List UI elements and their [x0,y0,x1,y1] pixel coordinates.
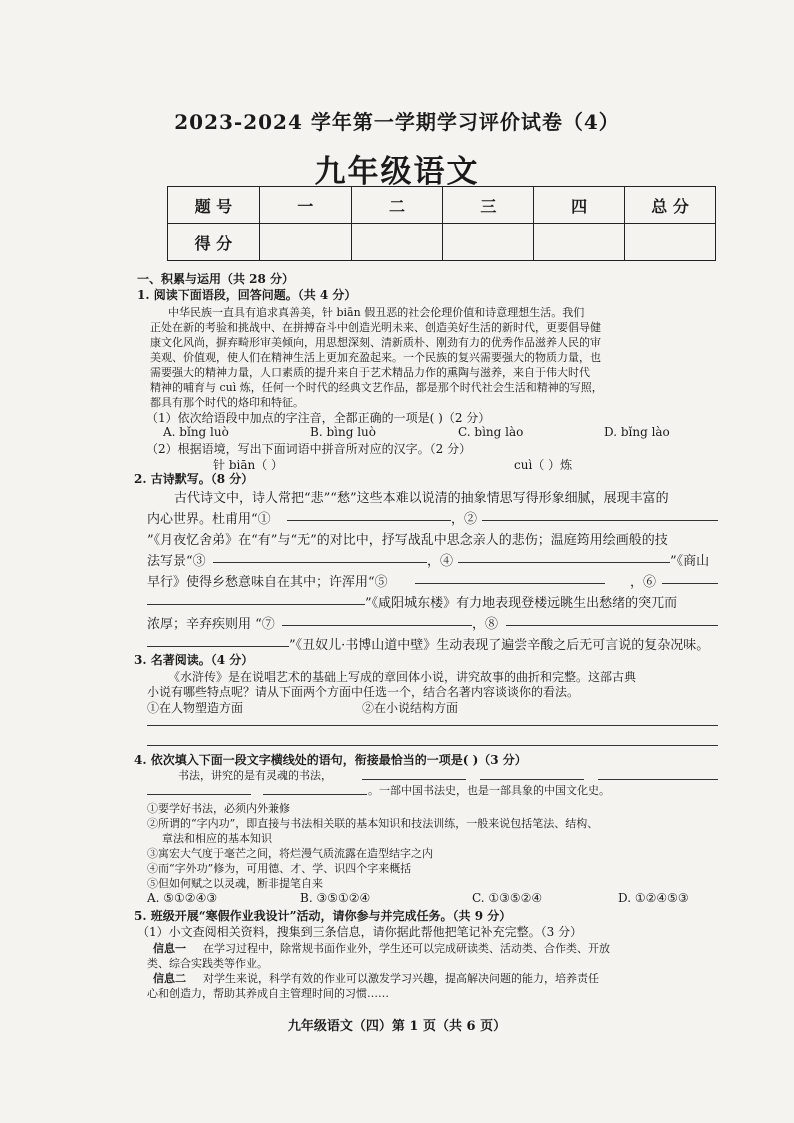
q1-title: 1. 阅读下面语段，回答问题。（共 4 分） [137,288,357,302]
exam-title: 2023-2024 学年第一学期学习评价试卷（4） [174,110,620,134]
q1-sub2: （2）根据语境，写出下面词语中拼音所对应的汉字。（2 分） [146,442,472,456]
answer-line[interactable] [147,745,718,746]
q4-item: ⑤但如何赋之以灵魂，断非提笔自来 [147,877,323,890]
score-cell[interactable] [259,224,351,261]
page-footer: 九年级语文（四）第 1 页（共 6 页） [287,1019,507,1034]
q4-option-d[interactable]: D. ①②④⑤③ [618,891,689,905]
q4-item: 章法和相应的基本知识 [162,832,272,845]
q4-blank-4[interactable] [147,794,251,795]
answer-blank-8[interactable] [506,625,718,626]
q4-item: ④而“字外功”修为，可用德、才、学、识四个字来概括 [147,862,412,875]
q3-title: 3. 名著阅读。（4 分） [134,653,254,667]
score-cell[interactable] [534,224,625,261]
q4-option-a[interactable]: A. ⑤①②④③ [147,891,218,905]
score-col-2: 二 [351,187,443,224]
q1-passage-line: 都具有那个时代的烙印和特征。 [150,396,304,409]
q4-blank-1[interactable] [362,779,466,780]
subject-title: 九年级语文 [314,154,480,190]
q1-option-d[interactable]: D. bǐng lào [604,425,670,439]
q4-title: 4. 依次填入下面一段文字横线处的语句，衔接最恰当的一项是( )（3 分） [134,753,527,767]
q5-info2-cont: 心和创造力，帮助其养成自主管理时间的习惯…… [147,987,389,1000]
score-cell[interactable] [625,224,716,261]
q4-option-b[interactable]: B. ③⑤①②④ [300,891,371,905]
q1-passage-line: 需要强大的精神力量，人口素质的提升来自于艺术精品力作的熏陶与滋养，来自于伟大时代 [150,366,590,379]
score-header-label: 题 号 [168,187,260,224]
q5-info2-label: 信息二 [153,972,186,985]
q2-mark: ，④ [427,554,454,569]
q1-sub1: （1）依次给语段中加点的字注音，全都正确的一项是( )（2 分） [146,411,491,425]
q4-lead: 书法，讲究的是有灵魂的书法， [178,769,332,782]
q4-item: ①要学好书法，必须内外兼修 [147,802,290,815]
answer-blank-7[interactable] [282,625,472,626]
answer-blank-5[interactable] [415,583,605,584]
answer-blank-2[interactable] [482,520,718,521]
q2-line: 古代诗文中，诗人常把“悲”“愁”这些本难以说清的抽象情思写得形象细腻，展现丰富的 [174,491,669,506]
q2-title: 2. 古诗默写。（8 分） [134,472,254,486]
q2-line: ”《咸阳城东楼》有力地表现登楼远眺生出愁绪的突兀而 [365,596,678,611]
answer-blank-1[interactable] [287,520,451,521]
q4-blank-2[interactable] [480,779,584,780]
q4-item: ②所谓的“字内功”，即直接与书法相关联的基本知识和技法训练，一般来说包括笔法、结构、 [147,817,599,830]
q1-option-a[interactable]: A. bǐng luò [163,425,229,439]
score-cell[interactable] [443,224,534,261]
q1-option-c[interactable]: C. bìng lào [458,425,524,439]
q5-info1-cont: 类、综合实践类等作业。 [147,957,268,970]
q3-choice-a[interactable]: ①在人物塑造方面 [147,701,244,715]
q3-choice-b[interactable]: ②在小说结构方面 [362,701,459,715]
q5-title: 5. 班级开展“寒假作业我设计”活动，请你参与并完成任务。（共 9 分） [134,909,512,923]
q4-tail: 。一部中国书法史，也是一部具象的中国文化史。 [368,784,610,797]
score-col-1: 一 [259,187,351,224]
q2-mark: ，② [451,512,478,527]
q1-passage-line: 中华民族一直具有追求真善美，针 biān 假丑恶的社会伦理价值和诗意理想生活。我们 [168,306,585,319]
q1-fill-cuì[interactable]: cuì（ ）炼 [514,458,573,472]
answer-blank-6-cont[interactable] [147,604,365,605]
q1-passage-line: 正处在新的考验和挑战中、在拼搏奋斗中创造光明未来、创造美好生活的新时代，更要倡导健 [150,321,601,334]
answer-blank-4[interactable] [458,562,670,563]
q1-passage-line: 美观、价值观，使人们在精神生活上更加充盈起来。一个民族的复兴需要强大的物质力量，也 [150,351,601,364]
q2-line: ”《丑奴儿·书博山道中壁》生动表现了遍尝辛酸之后无可言说的复杂况味。 [289,638,710,653]
q1-passage-line: 精神的哺育与 cuì 炼，任何一个时代的经典文艺作品，都是那个时代社会生活和精神的写照， [150,381,603,394]
q4-option-c[interactable]: C. ①③⑤②④ [472,891,543,905]
q4-blank-3[interactable] [598,779,718,780]
score-col-total: 总 分 [625,187,716,224]
q2-line: 内心世界。杜甫用“① [147,512,271,527]
q2-line: ”《商山 [670,554,710,569]
q2-mark: ，⑥ [630,575,657,590]
answer-blank-3[interactable] [213,562,427,563]
q5-sub1: （1）小文查阅相关资料，搜集到三条信息，请你据此帮他把笔记补充完整。（3 分） [137,925,583,939]
q2-line: 法写景“③ [147,554,206,569]
q1-option-b[interactable]: B. bìng luò [310,425,376,439]
score-cell[interactable] [351,224,443,261]
q2-line: 早行》使得乡愁意味自在其中；许浑用“⑤ [147,575,388,590]
answer-blank-8-cont[interactable] [147,646,289,647]
q2-line: ”《月夜忆舍弟》在“有”与“无”的对比中，抒写战乱中思念亲人的悲伤；温庭筠用绘画般的技 [147,533,668,548]
q2-mark: ，⑧ [472,617,499,632]
q3-line: 《水浒传》是在说唱艺术的基础上写成的章回体小说，讲究故事的曲折和完整。这部古典 [168,670,637,684]
q2-line: 浓厚；辛弃疾则用 “⑦ [147,617,275,632]
answer-blank-6[interactable] [662,583,718,584]
score-row-label: 得 分 [168,224,260,261]
q1-passage-line: 康文化风尚，摒弃畸形审美倾向，用思想深刻、清新质朴、刚劲有力的优秀作品滋养人民的审 [150,336,601,349]
q4-blank-5[interactable] [263,794,367,795]
answer-line[interactable] [147,725,718,726]
q1-fill-biān[interactable]: 针 biān（ ） [213,458,284,472]
q5-info1: 在学习过程中，除常规书面作业外，学生还可以完成研读类、活动类、合作类、开放 [203,942,610,955]
q3-line: 小说有哪些特点呢？请从下面两个方面中任选一个，结合名著内容谈谈你的看法。 [147,685,580,699]
score-col-3: 三 [443,187,534,224]
q5-info2: 对学生来说，科学有效的作业可以激发学习兴趣，提高解决问题的能力，培养责任 [203,972,599,985]
q5-info1-label: 信息一 [153,942,186,955]
score-table [167,186,716,261]
score-col-4: 四 [534,187,625,224]
q4-item: ③寓宏大气度于毫芒之间，将烂漫气质流露在造型结字之内 [147,847,433,860]
section-heading: 一、积累与运用（共 28 分） [137,272,295,286]
